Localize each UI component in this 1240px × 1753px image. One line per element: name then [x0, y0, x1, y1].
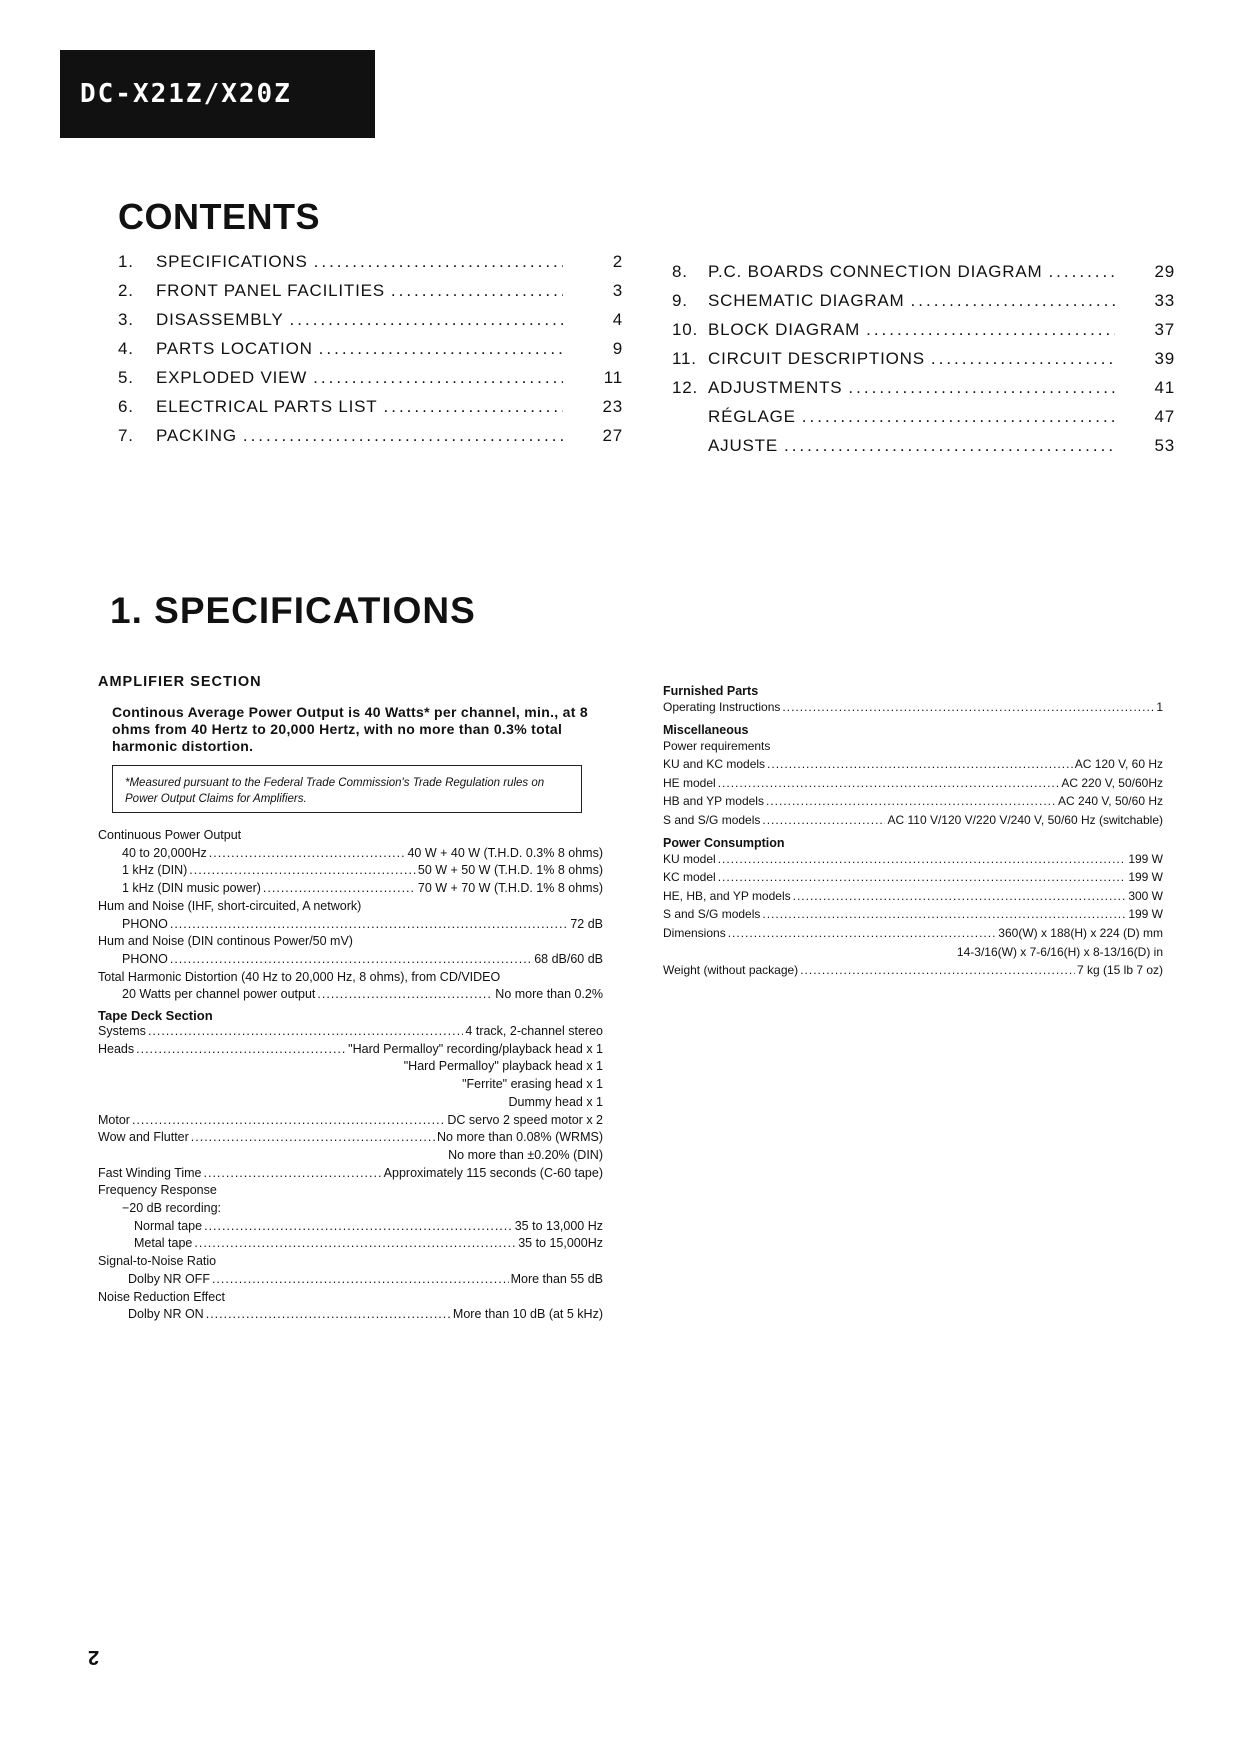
- spec-key: Metal tape: [134, 1236, 193, 1251]
- leader-dots: [317, 986, 493, 1004]
- leader-dots: [766, 792, 1056, 811]
- leader-dots: [170, 951, 532, 969]
- toc-number: 7.: [118, 426, 134, 445]
- spec-key: 1 kHz (DIN): [122, 863, 188, 878]
- toc-number: 6.: [118, 397, 134, 416]
- spec-row: [98, 986, 603, 1004]
- specifications-title: 1. SPECIFICATIONS: [110, 590, 476, 631]
- leader-dots: [290, 310, 563, 330]
- leader-dots: [170, 916, 568, 934]
- toc-label: SCHEMATIC DIAGRAM: [708, 291, 905, 310]
- leader-dots: [209, 845, 406, 863]
- leader-dots: [148, 1023, 463, 1041]
- spec-row: [98, 880, 603, 898]
- spec-value: No more than 0.2%: [495, 987, 603, 1002]
- spec-row: [98, 916, 603, 934]
- spec-value: AC 240 V, 50/60 Hz: [1058, 794, 1163, 809]
- leader-dots: [189, 862, 416, 880]
- hum-noise-ihf-label: Hum and Noise (IHF, short-circuited, A network): [98, 898, 362, 913]
- toc-number: 5.: [118, 368, 134, 387]
- spec-row: [98, 1271, 603, 1289]
- spec-key: Weight (without package): [663, 963, 799, 978]
- spec-row: [98, 1041, 603, 1059]
- spec-continuation: Dummy head x 1: [508, 1094, 603, 1109]
- toc-number: 12.: [672, 378, 699, 397]
- toc-entry[interactable]: [118, 310, 623, 339]
- spec-row: [98, 1023, 603, 1041]
- toc-number: 4.: [118, 339, 134, 358]
- leader-dots: [204, 1218, 513, 1236]
- toc-page: 37: [1154, 320, 1175, 339]
- spec-key: Systems: [98, 1024, 146, 1039]
- spec-value: 7 kg (15 lb 7 oz): [1076, 963, 1163, 978]
- spec-row: [663, 774, 1163, 793]
- spec-value: More than 10 dB (at 5 kHz): [452, 1307, 603, 1322]
- spec-row: [98, 1112, 603, 1130]
- spec-value: 199 W: [1128, 870, 1163, 885]
- leader-dots: [800, 961, 1075, 980]
- toc-label: AJUSTE: [708, 436, 778, 455]
- toc-entry[interactable]: [118, 281, 623, 310]
- spec-row: [663, 755, 1163, 774]
- spec-value: 35 to 15,000Hz: [518, 1236, 603, 1251]
- spec-key: PHONO: [122, 951, 168, 966]
- spec-value: AC 120 V, 60 Hz: [1074, 757, 1163, 772]
- toc-page: 3: [612, 281, 623, 300]
- spec-value: 72 dB: [570, 916, 603, 931]
- spec-key: KU and KC models: [663, 757, 766, 772]
- spec-key: Dolby NR OFF: [128, 1271, 210, 1286]
- spec-key: HB and YP models: [663, 794, 764, 809]
- toc-number: 9.: [672, 291, 688, 310]
- leader-dots: [243, 426, 563, 446]
- power-requirements-label: Power requirements: [663, 738, 771, 753]
- leader-dots: [848, 378, 1115, 398]
- toc-page: 23: [602, 397, 623, 416]
- leader-dots: [866, 320, 1115, 340]
- leader-dots: [728, 924, 997, 943]
- spec-row: [663, 961, 1163, 980]
- leader-dots: [136, 1041, 346, 1059]
- leader-dots: [391, 281, 563, 301]
- spec-key: Fast Winding Time: [98, 1165, 202, 1180]
- page-number: 2: [88, 1646, 100, 1668]
- leader-dots: [762, 811, 885, 830]
- leader-dots: [718, 850, 1127, 869]
- spec-value: Approximately 115 seconds (C-60 tape): [383, 1165, 603, 1180]
- spec-continuation: No more than ±0.20% (DIN): [448, 1147, 603, 1162]
- toc-page: 27: [602, 426, 623, 445]
- contents-title: CONTENTS: [118, 196, 320, 237]
- toc-label: DISASSEMBLY: [156, 310, 284, 329]
- spec-row: [98, 862, 603, 880]
- leader-dots: [911, 291, 1115, 311]
- toc-label: SPECIFICATIONS: [156, 252, 308, 271]
- toc-entry[interactable]: [672, 291, 1175, 320]
- toc-page: 41: [1154, 378, 1175, 397]
- spec-key: 40 to 20,000Hz: [122, 845, 207, 860]
- toc-entry[interactable]: [118, 368, 623, 397]
- spec-row: [663, 887, 1163, 906]
- toc-label: ELECTRICAL PARTS LIST: [156, 397, 378, 416]
- miscellaneous-heading: Miscellaneous: [663, 722, 749, 737]
- spec-value: "Hard Permalloy" recording/playback head x 1: [348, 1041, 603, 1056]
- toc-page: 9: [612, 339, 623, 358]
- toc-entry[interactable]: [672, 407, 1175, 436]
- spec-key: KC model: [663, 870, 716, 885]
- recording-level-label: −20 dB recording:: [122, 1201, 222, 1216]
- specs-left-column: [98, 674, 603, 1324]
- leader-dots: [931, 349, 1115, 369]
- spec-key: Wow and Flutter: [98, 1130, 189, 1145]
- leader-dots: [194, 1235, 516, 1253]
- spec-value: 199 W: [1128, 851, 1163, 866]
- model-name: DC-X21Z/X20Z: [80, 79, 292, 109]
- spec-continuation: "Hard Permalloy" playback head x 1: [403, 1059, 603, 1074]
- spec-key: KU model: [663, 851, 716, 866]
- toc-label: P.C. BOARDS CONNECTION DIAGRAM: [708, 262, 1043, 281]
- leader-dots: [782, 698, 1154, 717]
- toc-label: EXPLODED VIEW: [156, 368, 308, 387]
- spec-row: [663, 792, 1163, 811]
- spec-value: More than 55 dB: [510, 1271, 603, 1286]
- toc-label: BLOCK DIAGRAM: [708, 320, 861, 339]
- toc-number: 11.: [672, 349, 697, 368]
- toc-number: 3.: [118, 310, 134, 329]
- ftc-footnote-box: *Measured pursuant to the Federal Trade Commission's Trade Regulation rules on Power Output Claims for Amplifiers.: [112, 765, 582, 813]
- leader-dots: [802, 407, 1115, 427]
- leader-dots: [384, 397, 564, 417]
- toc-page: 29: [1154, 262, 1175, 281]
- spec-value: AC 110 V/120 V/220 V/240 V, 50/60 Hz (switchable): [887, 812, 1163, 827]
- spec-value: 199 W: [1128, 907, 1163, 922]
- toc-page: 53: [1154, 436, 1175, 455]
- ftc-power-statement: Continous Average Power Output is 40 Watts* per channel, min., at 8 ohms from 40 Hertz to 20,000 Hertz, with no more than 0.3% total harmonic distortion.: [112, 704, 588, 754]
- leader-dots: [212, 1271, 509, 1289]
- spec-row: [98, 1235, 603, 1253]
- spec-value: 70 W + 70 W (T.H.D. 1% 8 ohms): [417, 881, 603, 896]
- leader-dots: [132, 1112, 445, 1130]
- spec-row: [98, 951, 603, 969]
- toc-right-column: [672, 262, 1175, 465]
- leader-dots: [762, 905, 1126, 924]
- toc-label: RÉGLAGE: [708, 407, 796, 426]
- power-consumption-heading: Power Consumption: [663, 835, 785, 850]
- spec-row: [663, 905, 1163, 924]
- leader-dots: [1048, 262, 1115, 282]
- spec-key: Normal tape: [134, 1218, 203, 1233]
- spec-key: S and S/G models: [663, 907, 761, 922]
- spec-key: PHONO: [122, 916, 168, 931]
- leader-dots: [784, 436, 1115, 456]
- toc-number: 1.: [118, 252, 134, 271]
- toc-entry[interactable]: [118, 397, 623, 426]
- spec-key: 20 Watts per channel power output: [122, 987, 316, 1002]
- spec-value: 4 track, 2-channel stereo: [465, 1024, 603, 1039]
- spec-row: [663, 698, 1163, 717]
- tape-deck-heading: Tape Deck Section: [98, 1008, 213, 1024]
- toc-page: 33: [1154, 291, 1175, 310]
- spec-row: [663, 850, 1163, 869]
- toc-entry[interactable]: [672, 378, 1175, 407]
- toc-number: 8.: [672, 262, 688, 281]
- toc-entry[interactable]: [118, 426, 623, 455]
- toc-label: PARTS LOCATION: [156, 339, 313, 358]
- leader-dots: [313, 368, 563, 388]
- spec-key: HE, HB, and YP models: [663, 888, 791, 903]
- toc-entry[interactable]: [672, 262, 1175, 291]
- spec-value: 68 dB/60 dB: [534, 951, 603, 966]
- toc-label: CIRCUIT DESCRIPTIONS: [708, 349, 925, 368]
- leader-dots: [263, 880, 416, 898]
- spec-value: 1: [1156, 700, 1163, 714]
- spec-value: 35 to 13,000 Hz: [514, 1218, 603, 1233]
- leader-dots: [206, 1306, 451, 1324]
- toc-number: 10.: [672, 320, 699, 339]
- spec-row: [98, 845, 603, 863]
- toc-entry[interactable]: [118, 252, 623, 281]
- thd-label: Total Harmonic Distortion (40 Hz to 20,000 Hz, 8 ohms), from CD/VIDEO: [98, 969, 501, 984]
- toc-page: 11: [603, 368, 623, 387]
- leader-dots: [314, 252, 563, 272]
- spec-row: [663, 868, 1163, 887]
- spec-key: Dolby NR ON: [128, 1307, 204, 1322]
- amplifier-section-heading: AMPLIFIER SECTION: [98, 674, 262, 690]
- toc-label: ADJUSTMENTS: [708, 378, 843, 397]
- spec-key: Heads: [98, 1041, 135, 1056]
- toc-entry[interactable]: [672, 320, 1175, 349]
- leader-dots: [718, 868, 1127, 887]
- spec-row: [663, 811, 1163, 830]
- toc-entry[interactable]: [118, 339, 623, 368]
- spec-value: 50 W + 50 W (T.H.D. 1% 8 ohms): [417, 863, 603, 878]
- spec-row: [663, 924, 1163, 943]
- spec-value: 40 W + 40 W (T.H.D. 0.3% 8 ohms): [407, 845, 603, 860]
- toc-page: 2: [612, 252, 623, 271]
- model-banner: [60, 50, 375, 138]
- toc-entry[interactable]: [672, 436, 1175, 465]
- furnished-parts-heading: Furnished Parts: [663, 684, 759, 698]
- snr-label: Signal-to-Noise Ratio: [98, 1254, 217, 1269]
- leader-dots: [319, 339, 563, 359]
- spec-continuation: 14-3/16(W) x 7-6/16(H) x 8-13/16(D) in: [956, 944, 1163, 959]
- spec-continuation: "Ferrite" erasing head x 1: [462, 1077, 603, 1092]
- spec-value: AC 220 V, 50/60Hz: [1061, 775, 1163, 790]
- toc-page: 47: [1154, 407, 1175, 426]
- leader-dots: [767, 755, 1073, 774]
- toc-label: FRONT PANEL FACILITIES: [156, 281, 385, 300]
- toc-label: PACKING: [156, 426, 237, 445]
- toc-entry[interactable]: [672, 349, 1175, 378]
- leader-dots: [204, 1165, 382, 1183]
- toc-page: 4: [612, 310, 623, 329]
- spec-key: HE model: [663, 775, 716, 790]
- spec-row: [98, 1165, 603, 1183]
- spec-key: 1 kHz (DIN music power): [122, 881, 261, 896]
- spec-value: DC servo 2 speed motor x 2: [447, 1112, 603, 1127]
- leader-dots: [793, 887, 1127, 906]
- frequency-response-label: Frequency Response: [98, 1183, 217, 1198]
- noise-reduction-label: Noise Reduction Effect: [98, 1289, 225, 1304]
- spec-key: Operating Instructions: [663, 700, 781, 714]
- spec-row: [98, 1218, 603, 1236]
- toc-page: 39: [1154, 349, 1175, 368]
- spec-row: [98, 1129, 603, 1147]
- hum-noise-din-label: Hum and Noise (DIN continous Power/50 mV): [98, 934, 353, 949]
- cpo-label: Continuous Power Output: [98, 828, 242, 842]
- leader-dots: [718, 774, 1060, 793]
- spec-value: No more than 0.08% (WRMS): [436, 1130, 603, 1145]
- spec-value: 300 W: [1128, 888, 1163, 903]
- specs-right-column: [663, 684, 1163, 980]
- spec-key: Dimensions: [663, 925, 726, 940]
- spec-key: S and S/G models: [663, 812, 761, 827]
- leader-dots: [191, 1129, 435, 1147]
- toc-left-column: [118, 252, 623, 455]
- spec-key: Motor: [98, 1112, 130, 1127]
- toc-number: 2.: [118, 281, 134, 300]
- spec-value: 360(W) x 188(H) x 224 (D) mm: [998, 925, 1163, 940]
- spec-row: [98, 1306, 603, 1324]
